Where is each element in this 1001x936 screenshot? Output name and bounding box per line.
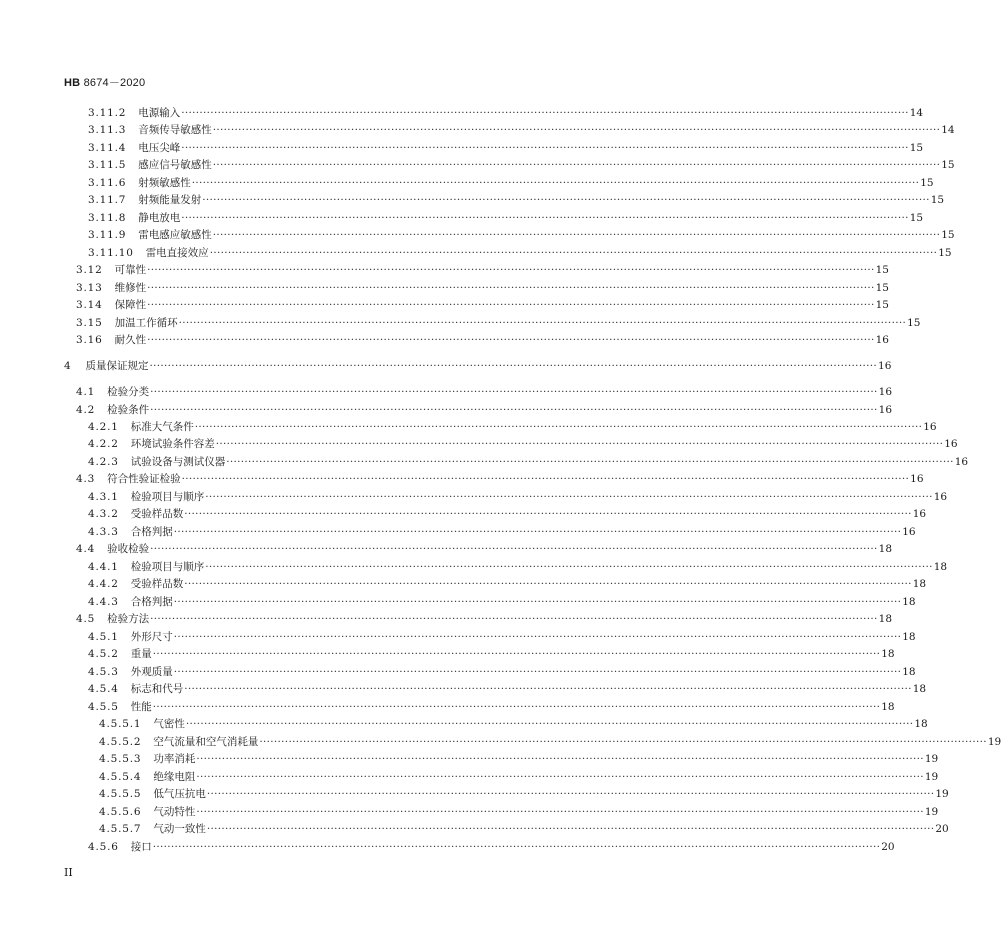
- toc-entry-title: 检验方法: [107, 613, 150, 625]
- toc-entry-page: 15: [875, 299, 889, 311]
- toc-entry-page: 15: [875, 264, 889, 276]
- toc-entry-title: 标准大气条件: [130, 421, 194, 433]
- toc-entry[interactable]: [99, 734, 1001, 750]
- toc-entry[interactable]: [88, 140, 924, 156]
- toc-entry-page: 18: [902, 666, 916, 678]
- toc-entry[interactable]: [99, 804, 939, 820]
- toc-entry-page: 16: [878, 386, 893, 398]
- toc-leader-dots: ········································································································································································································: [209, 247, 938, 259]
- toc-entry[interactable]: [76, 332, 889, 348]
- toc-entry-page: 18: [881, 648, 895, 660]
- toc-entry-page: 15: [909, 212, 924, 224]
- toc-entry-title: 检验项目与顺序: [130, 561, 205, 573]
- toc-entry[interactable]: [88, 454, 969, 470]
- toc-entry-number: 4.4.2: [88, 578, 119, 590]
- toc-leader-dots: ········································································································································································································: [259, 736, 987, 748]
- toc-entry-title: 功率消耗: [153, 753, 196, 765]
- toc-entry[interactable]: [76, 611, 893, 627]
- toc-leader-dots: ········································································································································································································: [184, 578, 912, 590]
- toc-leader-dots: ········································································································································································································: [226, 456, 954, 468]
- toc-entry-number: 4.3: [76, 473, 96, 485]
- toc-entry[interactable]: [88, 245, 952, 261]
- toc-entry-title: 气密性: [153, 718, 185, 730]
- toc-entry-page: 15: [930, 194, 945, 206]
- toc-entry-number: 4.3.2: [88, 508, 119, 520]
- toc-leader-dots: ········································································································································································································: [212, 159, 941, 171]
- toc-leader-dots: ········································································································································································································: [206, 823, 935, 835]
- toc-leader-dots: ········································································································································································································: [152, 648, 881, 660]
- toc-entry-number: 4.2.2: [88, 438, 119, 450]
- toc-entry-title: 电压尖峰: [138, 142, 181, 154]
- toc-leader-dots: ········································································································································································································: [212, 124, 941, 136]
- toc-entry-title: 气动特性: [153, 806, 196, 818]
- toc-entry[interactable]: [99, 769, 939, 785]
- toc-entry-number: 3.11.8: [88, 212, 127, 224]
- toc-entry[interactable]: [88, 681, 927, 697]
- toc-leader-dots: ········································································································································································································: [181, 473, 910, 485]
- toc-entry-title: 环境试验条件容差: [130, 438, 215, 450]
- toc-entry-page: 16: [875, 334, 889, 346]
- toc-entry-number: 4.5.5.2: [99, 736, 142, 748]
- toc-entry-title: 重量: [130, 648, 152, 660]
- toc-entry[interactable]: [88, 122, 955, 138]
- toc-entry[interactable]: [76, 315, 921, 331]
- toc-entry-number: 4.3.1: [88, 491, 119, 503]
- toc-entry[interactable]: [64, 358, 892, 374]
- toc-entry-title: 性能: [130, 701, 152, 713]
- toc-leader-dots: ········································································································································································································: [173, 596, 902, 608]
- toc-entry-page: 20: [881, 841, 895, 853]
- toc-leader-dots: ········································································································································································································: [149, 360, 878, 372]
- toc-entry[interactable]: [88, 489, 948, 505]
- toc-entry[interactable]: [99, 786, 949, 802]
- toc-entry-title: 耐久性: [114, 334, 147, 346]
- toc-entry-title: 感应信号敏感性: [138, 159, 212, 171]
- toc-entry-number: 3.14: [76, 299, 103, 311]
- toc-entry-number: 3.11.3: [88, 124, 127, 136]
- toc-entry[interactable]: [99, 751, 939, 767]
- toc-entry-page: 19: [924, 753, 939, 765]
- toc-entry-page: 18: [902, 596, 916, 608]
- toc-entry-page: 19: [924, 806, 939, 818]
- toc-entry-page: 19: [935, 788, 949, 800]
- toc-leader-dots: ········································································································································································································: [215, 438, 944, 450]
- toc-leader-dots: ········································································································································································································: [178, 317, 907, 329]
- toc-entry-title: 合格判据: [130, 596, 173, 608]
- toc-entry-title: 受验样品数: [130, 578, 184, 590]
- toc-entry[interactable]: [88, 436, 958, 452]
- toc-entry-page: 16: [878, 360, 892, 372]
- toc-entry-number: 4.2: [76, 404, 96, 416]
- standard-prefix: HB: [64, 77, 81, 89]
- toc-leader-dots: ········································································································································································································: [150, 543, 878, 555]
- toc-leader-dots: ········································································································································································································: [147, 282, 875, 294]
- toc-entry-number: 4.4: [76, 543, 96, 555]
- toc-entry-page: 19: [987, 736, 1001, 748]
- toc-leader-dots: ········································································································································································································: [147, 299, 875, 311]
- toc-entry-page: 16: [878, 404, 893, 416]
- toc-leader-dots: ········································································································································································································: [196, 771, 924, 783]
- toc-entry[interactable]: [76, 471, 924, 487]
- toc-entry-title: 可靠性: [114, 264, 147, 276]
- toc-entry-title: 试验设备与测试仪器: [130, 456, 226, 468]
- toc-entry-page: 15: [875, 282, 889, 294]
- toc-entry-number: 4.5.5: [88, 701, 119, 713]
- toc-entry-title: 符合性验证检验: [107, 473, 181, 485]
- toc-entry-title: 音频传导敏感性: [138, 124, 212, 136]
- toc-entry-page: 15: [938, 247, 952, 259]
- toc-entry-title: 低气压抗电: [153, 788, 206, 800]
- toc-entry-number: 4.5.5.4: [99, 771, 142, 783]
- toc-entry-number: 4.5.5.3: [99, 753, 142, 765]
- toc-leader-dots: ········································································································································································································: [181, 107, 909, 119]
- toc-entry-page: 19: [924, 771, 939, 783]
- toc-leader-dots: ········································································································································································································: [150, 404, 878, 416]
- toc-leader-dots: ········································································································································································································: [184, 508, 912, 520]
- toc-leader-dots: ········································································································································································································: [191, 177, 920, 189]
- toc-entry-title: 检验条件: [107, 404, 150, 416]
- toc-entry-title: 空气流量和空气消耗量: [153, 736, 259, 748]
- toc-entry-number: 3.15: [76, 317, 103, 329]
- toc-entry-number: 3.11.6: [88, 177, 127, 189]
- toc-entry-title: 射频敏感性: [138, 177, 191, 189]
- toc-entry-number: 3.12: [76, 264, 103, 276]
- toc-entry-number: 4.2.3: [88, 456, 119, 468]
- toc-entry[interactable]: [88, 192, 945, 208]
- toc-entry-page: 16: [933, 491, 948, 503]
- toc-entry-number: 4.5.2: [88, 648, 119, 660]
- toc-entry[interactable]: [88, 594, 916, 610]
- toc-entry[interactable]: [88, 646, 895, 662]
- toc-entry[interactable]: [88, 576, 927, 592]
- toc-entry-page: 20: [935, 823, 949, 835]
- toc-entry[interactable]: [99, 821, 949, 837]
- toc-entry-title: 维修性: [114, 282, 147, 294]
- toc-leader-dots: ········································································································································································································: [185, 718, 914, 730]
- toc-entry-page: 16: [912, 508, 927, 520]
- toc-entry-title: 雷电直接效应: [145, 247, 209, 259]
- toc-entry-page: 15: [941, 229, 955, 241]
- toc-leader-dots: ········································································································································································································: [147, 334, 875, 346]
- toc-entry[interactable]: [88, 210, 924, 226]
- toc-entry-page: 18: [878, 613, 893, 625]
- toc-entry-title: 标志和代号: [130, 683, 184, 695]
- toc-leader-dots: ········································································································································································································: [152, 841, 881, 853]
- toc-entry-number: 4.5.6: [88, 841, 119, 853]
- toc-entry-number: 3.11.5: [88, 159, 127, 171]
- toc-entry-number: 3.11.7: [88, 194, 127, 206]
- toc-entry-number: 4.5.3: [88, 666, 119, 678]
- toc-entry-page: 16: [923, 421, 937, 433]
- toc-entry-page: 15: [941, 159, 955, 171]
- toc-leader-dots: ········································································································································································································: [173, 631, 902, 643]
- toc-entry-number: 4: [64, 360, 72, 372]
- toc-entry-page: 18: [878, 543, 893, 555]
- toc-leader-dots: ········································································································································································································: [181, 142, 909, 154]
- toc-entry-number: 3.11.2: [88, 107, 127, 119]
- toc-entry-title: 绝缘电阻: [153, 771, 196, 783]
- toc-entry-page: 18: [881, 701, 895, 713]
- toc-entry-number: 4.5.5.7: [99, 823, 142, 835]
- toc-entry-number: 4.2.1: [88, 421, 119, 433]
- toc-entry-number: 4.5.1: [88, 631, 119, 643]
- toc-entry-number: 4.5.5.6: [99, 806, 142, 818]
- toc-leader-dots: ········································································································································································································: [205, 561, 933, 573]
- document-header: [64, 74, 145, 90]
- toc-leader-dots: ········································································································································································································: [205, 491, 933, 503]
- toc-entry-number: 3.13: [76, 282, 103, 294]
- toc-entry-page: 18: [902, 631, 916, 643]
- toc-leader-dots: ········································································································································································································: [196, 753, 924, 765]
- toc-entry-title: 保障性: [114, 299, 147, 311]
- toc-leader-dots: ········································································································································································································: [147, 264, 875, 276]
- page-number-footer: II: [64, 866, 73, 879]
- toc-entry[interactable]: [88, 629, 916, 645]
- toc-entry-title: 检验项目与顺序: [130, 491, 205, 503]
- toc-entry-number: 3.16: [76, 334, 103, 346]
- toc-entry-number: 4.1: [76, 386, 96, 398]
- toc-leader-dots: ········································································································································································································: [202, 194, 930, 206]
- toc-entry-title: 静电放电: [138, 212, 181, 224]
- toc-entry-page: 18: [912, 578, 927, 590]
- toc-entry-page: 18: [914, 718, 928, 730]
- toc-entry[interactable]: [76, 297, 889, 313]
- toc-leader-dots: ········································································································································································································: [173, 526, 902, 538]
- toc-leader-dots: ········································································································································································································: [152, 701, 881, 713]
- toc-entry-number: 4.4.3: [88, 596, 119, 608]
- toc-entry-number: 3.11.9: [88, 229, 127, 241]
- toc-entry[interactable]: [76, 280, 889, 296]
- toc-entry-title: 外观质量: [130, 666, 173, 678]
- toc-entry[interactable]: [99, 716, 928, 732]
- toc-entry-title: 气动一致性: [153, 823, 206, 835]
- toc-entry[interactable]: [88, 105, 924, 121]
- toc-entry-number: 4.5.4: [88, 683, 119, 695]
- toc-entry[interactable]: [76, 541, 893, 557]
- toc-leader-dots: ········································································································································································································: [150, 386, 878, 398]
- toc-entry-page: 16: [944, 438, 958, 450]
- toc-entry[interactable]: [88, 699, 895, 715]
- toc-entry[interactable]: [88, 664, 916, 680]
- toc-entry-page: 16: [902, 526, 916, 538]
- toc-entry-number: 3.11.10: [88, 247, 134, 259]
- toc-entry-title: 射频能量发射: [138, 194, 202, 206]
- toc-leader-dots: ········································································································································································································: [150, 613, 878, 625]
- toc-leader-dots: ········································································································································································································: [206, 788, 935, 800]
- toc-entry-title: 电源输入: [138, 107, 181, 119]
- toc-entry-page: 18: [933, 561, 948, 573]
- toc-entry-page: 16: [910, 473, 924, 485]
- toc-entry-title: 雷电感应敏感性: [138, 229, 212, 241]
- toc-leader-dots: ········································································································································································································: [184, 683, 912, 695]
- toc-entry[interactable]: [88, 524, 916, 540]
- toc-entry-title: 接口: [130, 841, 152, 853]
- toc-entry[interactable]: [76, 384, 893, 400]
- toc-entry-title: 合格判据: [130, 526, 173, 538]
- standard-number: 8674－2020: [83, 77, 146, 89]
- toc-entry-page: 15: [907, 317, 921, 329]
- toc-entry-page: 14: [941, 124, 955, 136]
- toc-entry-title: 加温工作循环: [114, 317, 178, 329]
- toc-entry[interactable]: [88, 559, 948, 575]
- toc-entry-title: 质量保证规定: [85, 360, 149, 372]
- toc-entry[interactable]: [76, 262, 889, 278]
- toc-entry-title: 受验样品数: [130, 508, 184, 520]
- toc-entry-number: 4.4.1: [88, 561, 119, 573]
- toc-leader-dots: ········································································································································································································: [194, 421, 923, 433]
- toc-entry[interactable]: [88, 506, 927, 522]
- toc-leader-dots: ········································································································································································································: [212, 229, 941, 241]
- toc-leader-dots: ········································································································································································································: [173, 666, 902, 678]
- toc-entry-page: 16: [954, 456, 969, 468]
- toc-entry-title: 验收检验: [107, 543, 150, 555]
- toc-entry-title: 外形尺寸: [130, 631, 173, 643]
- toc-entry-page: 18: [912, 683, 927, 695]
- toc-entry[interactable]: [88, 175, 934, 191]
- toc-leader-dots: ········································································································································································································: [196, 806, 924, 818]
- toc-entry-title: 检验分类: [107, 386, 150, 398]
- toc-entry-number: 4.5.5.5: [99, 788, 142, 800]
- toc-entry-number: 3.11.4: [88, 142, 127, 154]
- toc-entry[interactable]: [76, 402, 893, 418]
- toc-leader-dots: ········································································································································································································: [181, 212, 909, 224]
- toc-entry-number: 4.5.5.1: [99, 718, 142, 730]
- toc-entry[interactable]: [88, 419, 937, 435]
- toc-entry[interactable]: [88, 157, 955, 173]
- toc-entry-page: 15: [920, 177, 934, 189]
- toc-entry-page: 15: [909, 142, 924, 154]
- toc-entry-number: 4.5: [76, 613, 96, 625]
- toc-entry-page: 14: [909, 107, 924, 119]
- toc-entry[interactable]: [88, 227, 955, 243]
- toc-entry[interactable]: [88, 839, 895, 855]
- toc-entry-number: 4.3.3: [88, 526, 119, 538]
